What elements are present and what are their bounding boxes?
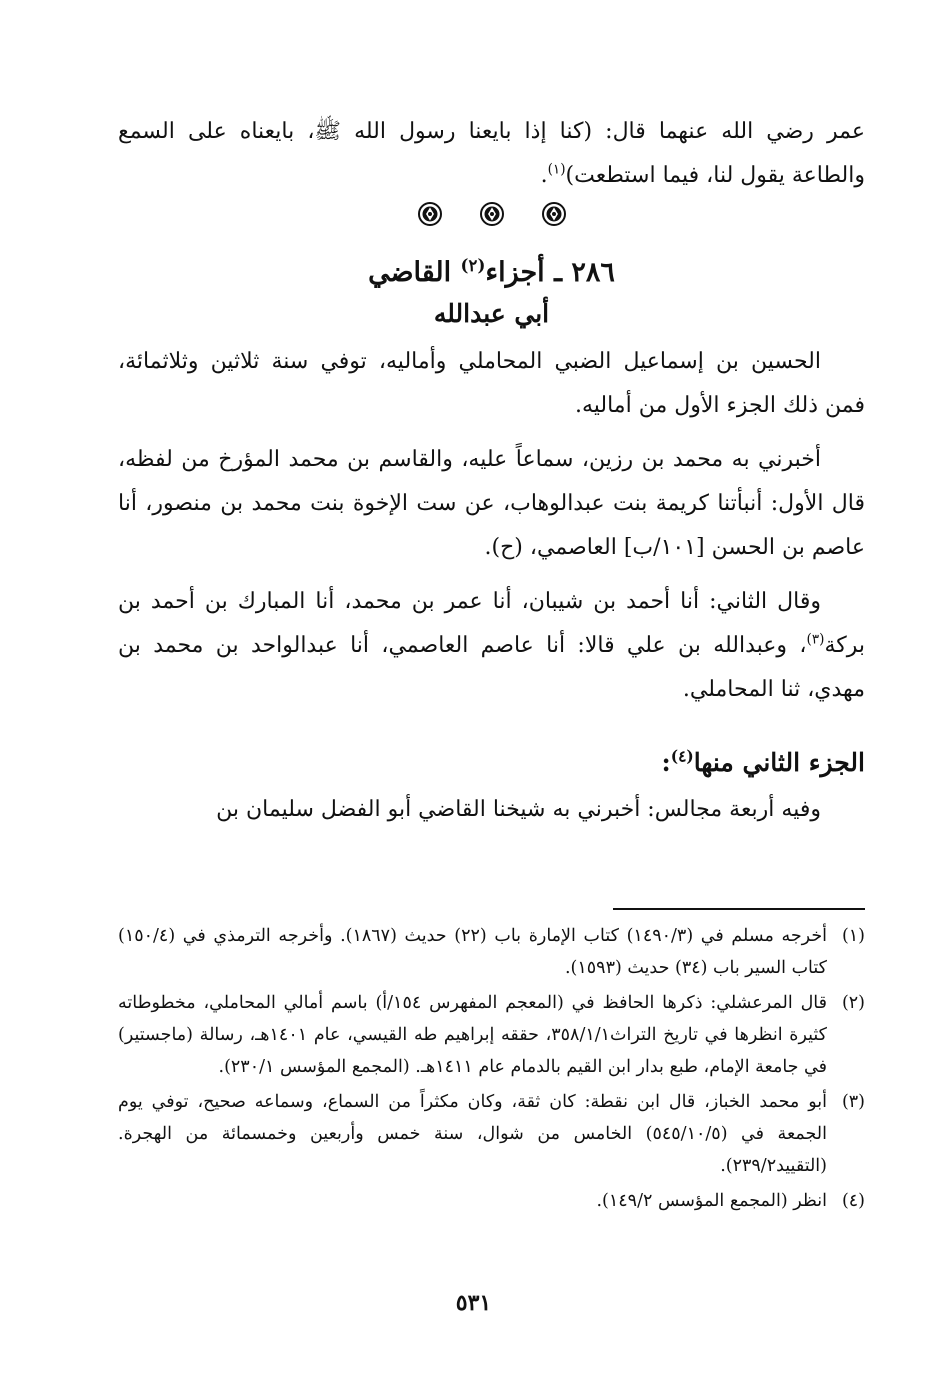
entry-heading [118, 252, 865, 294]
footnote-ref-1[interactable]: (١) [547, 161, 566, 178]
footnote-number: (٣) [841, 1092, 865, 1112]
section-heading [118, 742, 865, 784]
footnote-number: (١) [841, 926, 865, 946]
footnote-separator [613, 908, 865, 910]
ornament-icon [480, 202, 504, 226]
footnote-text: أخرجه مسلم في (١٤٩٠/٣) كتاب الإمارة باب (٢٢) حديث (١٨٦٧). وأخرجه الترمذي في (١٥٠/٤) كتاب السير باب (٣٤) حديث (١٥٩٣). [118, 926, 828, 978]
footnote-item [118, 1185, 865, 1217]
paragraph-chain-second [118, 580, 865, 712]
entry-subheading: أبي عبدالله [433, 299, 550, 328]
paragraph-biography-text: الحسين بن إسماعيل الضبي المحاملي وأماليه، توفي سنة ثلاثين وثلاثمائة، فمن ذلك الجزء الأول من أماليه. [118, 349, 865, 418]
section-colon: : [661, 748, 671, 777]
footnote-ref-2[interactable]: (٢) [460, 255, 486, 275]
section-title: الجزء الثاني منها [693, 748, 865, 777]
intro-paragraph [118, 110, 865, 198]
footnote-number: (٢) [841, 993, 865, 1013]
paragraph-sessions-text: وفيه أربعة مجالس: أخبرني به شيخنا القاضي أبو الفضل سليمان بن [216, 797, 821, 822]
ornament-icon [418, 202, 442, 226]
entry-heading-prefix: ٢٨٦ ـ أجزاء [485, 257, 615, 288]
entry-heading-suffix: القاضي [368, 257, 461, 288]
paragraph-chain-second-after: ، وعبدالله بن علي قالا: أنا عاصم العاصمي، أنا عبدالواحد بن محمد بن مهدي، ثنا المحاملي. [118, 633, 865, 702]
paragraph-sessions [118, 788, 865, 832]
footnote-item [118, 920, 865, 984]
page-number: ٥٣١ [455, 1290, 492, 1316]
footnote-ref-3[interactable]: (٣) [806, 631, 825, 648]
footnote-item [118, 1086, 865, 1182]
footnote-number: (٤) [841, 1191, 865, 1211]
page-body [118, 110, 865, 842]
footnote-text: انظر (المجمع المؤسس ١٤٩/٢). [596, 1191, 827, 1211]
ornament-icon [542, 202, 566, 226]
intro-end: . [540, 163, 548, 188]
intro-text: عمر رضي الله عنهما قال: (كنا إذا بايعنا رسول الله ﷺ، بايعناه على السمع والطاعة يقول لنا، فيما استطعت) [118, 119, 865, 188]
ornament-divider [118, 202, 865, 226]
footnote-text: قال المرعشلي: ذكرها الحافظ في (المعجم المفهرس ١٥٤/أ) باسم أمالي المحاملي، مخطوطاته كثيرة انظرها في تاريخ التراث٣٥٨/١/١، حققه إبراهيم طه القيسي، عام ١٤٠١هـ، رسالة (ماجستير) في جامعة الإمام، طبع بدار ابن القيم بالدمام عام ١٤١١هـ. (المجمع المؤسس ٢٣٠/١). [118, 993, 828, 1077]
footnotes [118, 920, 865, 1220]
footnote-item [118, 987, 865, 1083]
paragraph-chain-first [118, 438, 865, 570]
footnote-ref-4[interactable]: (٤) [670, 746, 694, 766]
paragraph-biography [118, 340, 865, 428]
footnote-text: أبو محمد الخباز، قال ابن نقطة: كان ثقة، وكان مكثراً من السماع، وسماعه صحيح، توفي يوم الجمعة في (٥٤٥/١٠/٥) الخامس من شوال، سنة خمس وأربعين وخمسمائة من الهجرة. (التقييد٢٣٩/٢). [118, 1092, 827, 1176]
paragraph-chain-first-text: أخبرني به محمد بن رزين، سماعاً عليه، والقاسم بن محمد المؤرخ من لفظه، قال الأول: أنبأتنا كريمة بنت عبدالوهاب، عن ست الإخوة بنت محمد بن منصور، أنا عاصم بن الحسن [١٠١/ب] العاصمي، (ح). [118, 447, 865, 560]
paragraph-chain-second-before: وقال الثاني: أنا أحمد بن شيبان، أنا عمر بن محمد، أنا المبارك بن أحمد بن بركة [118, 589, 865, 658]
